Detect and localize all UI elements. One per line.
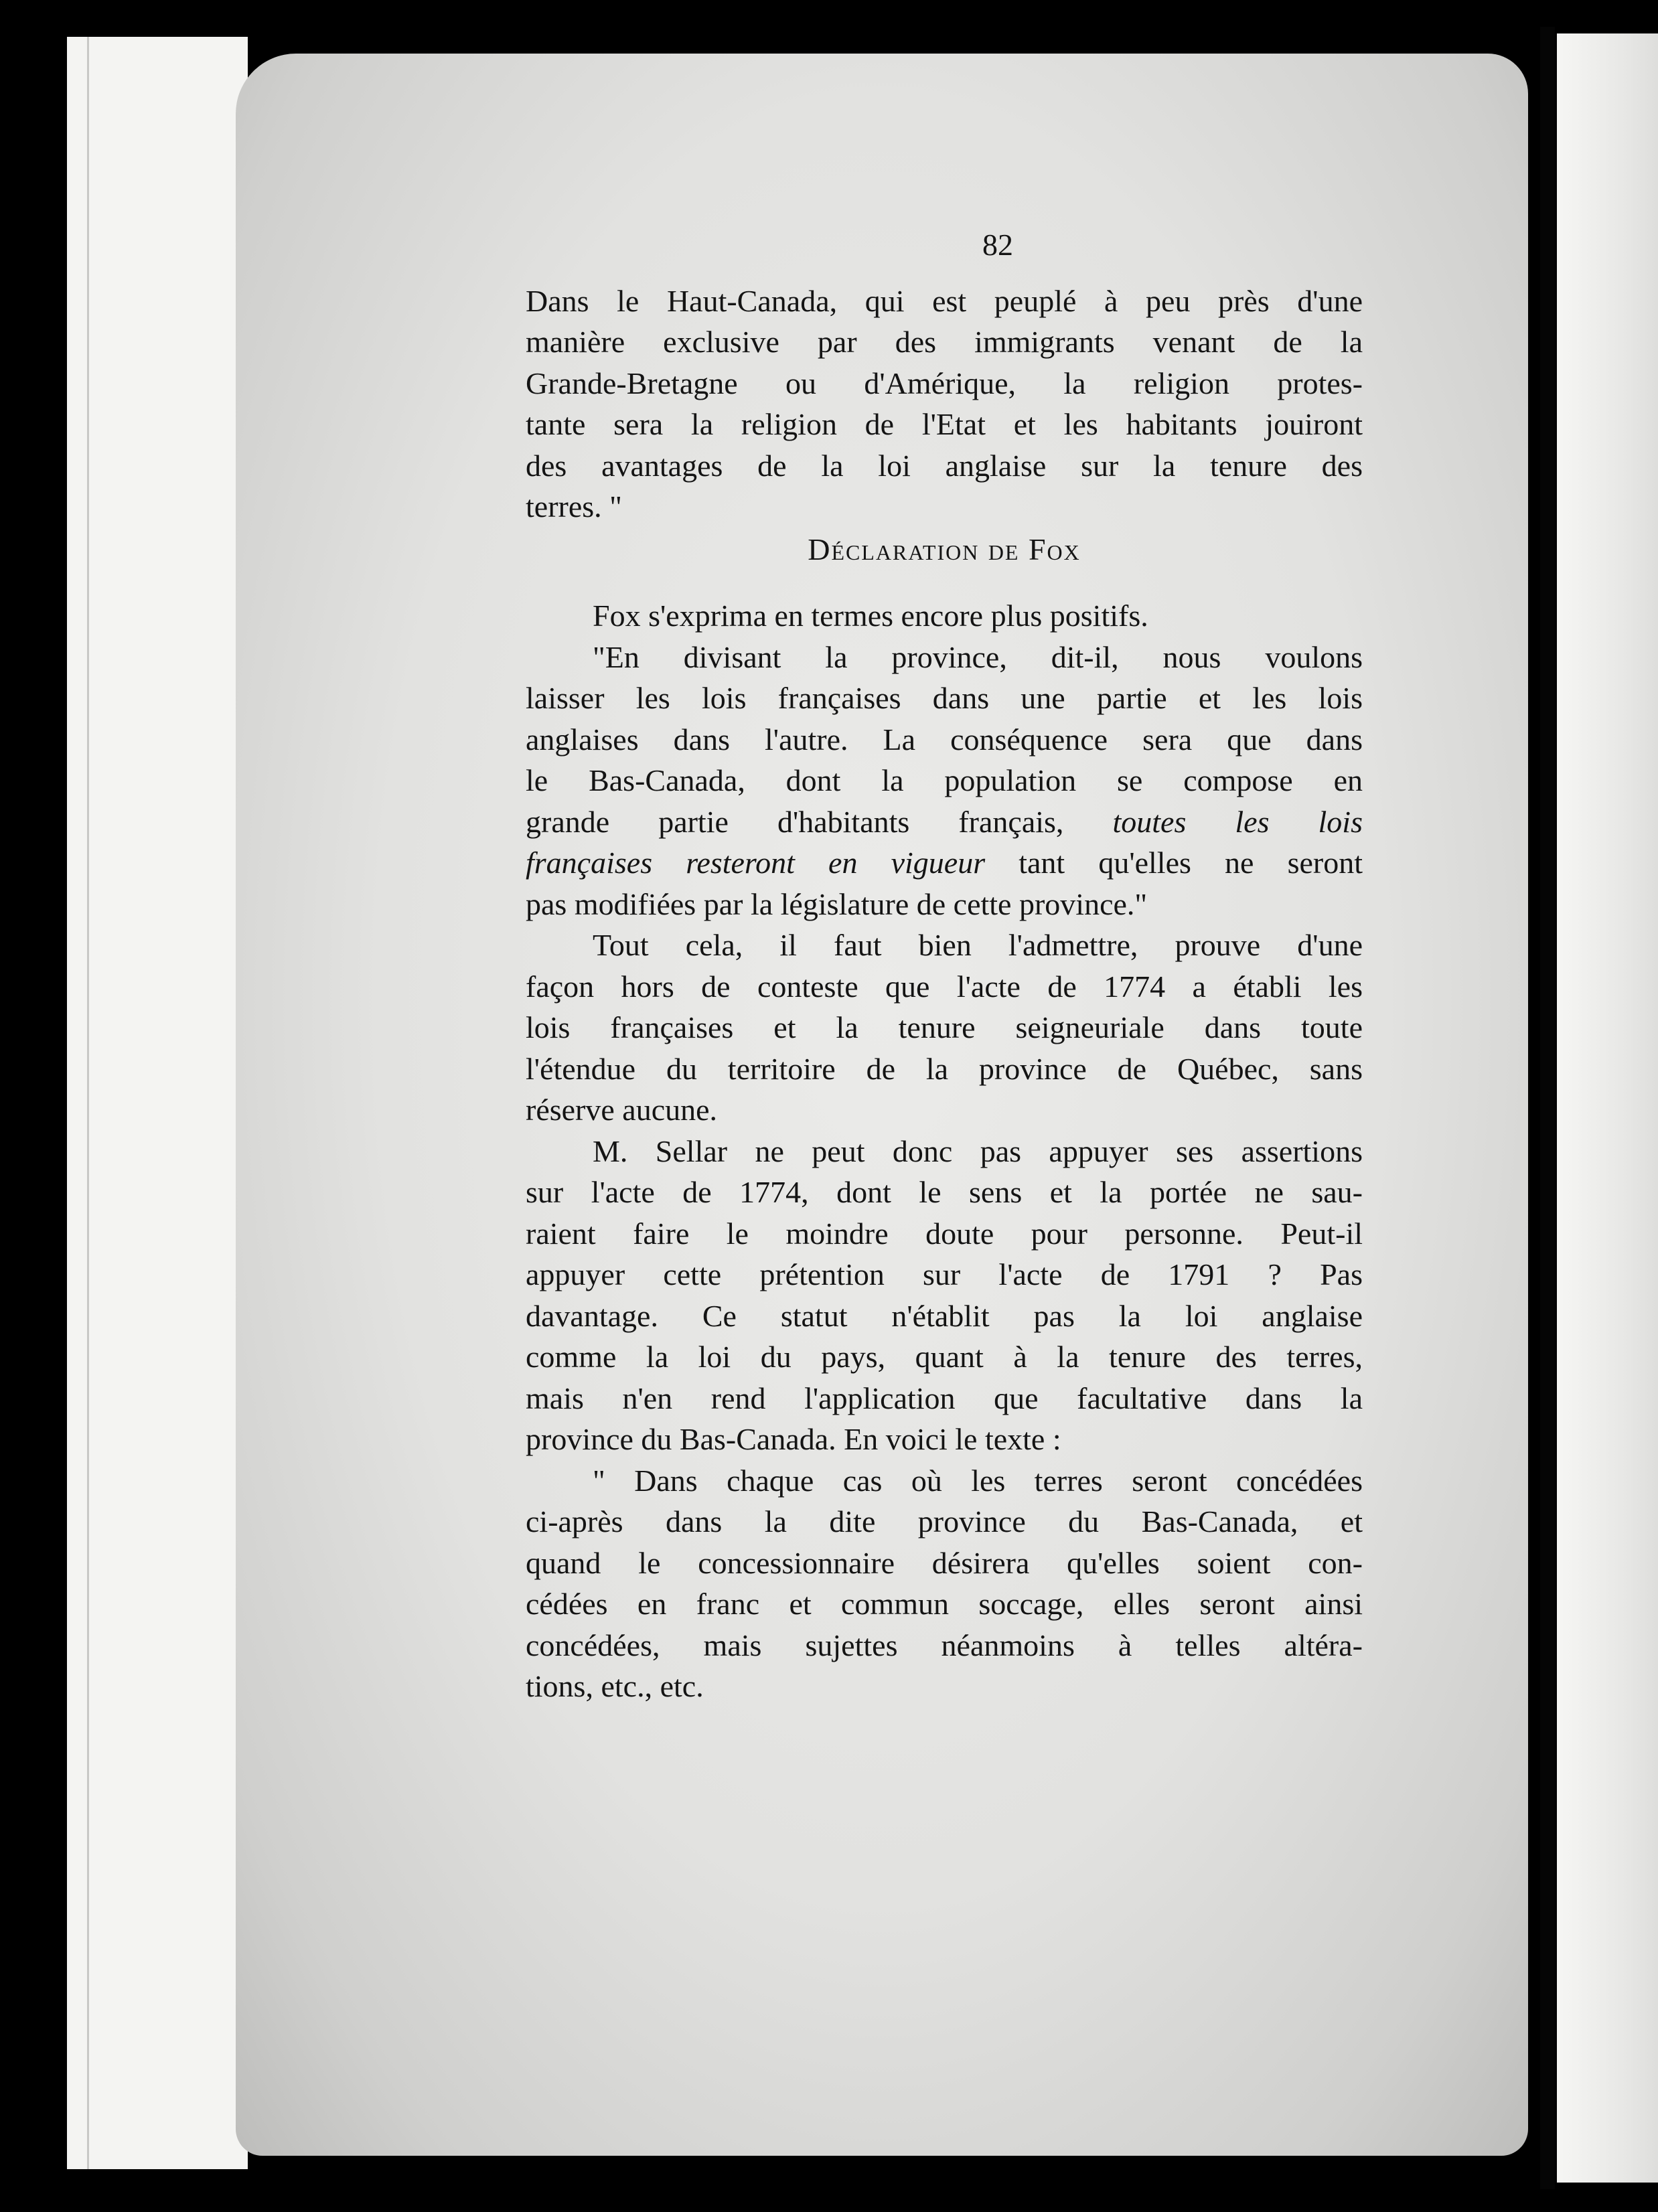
- page-text: [526, 224, 1363, 1707]
- text-line: Grande-Bretagne ou d'Amérique, la religion protes-: [526, 366, 1363, 400]
- text-line: tante sera la religion de l'Etat et les habitants jouiront: [526, 407, 1363, 441]
- text-line: davantage. Ce statut n'établit pas la loi anglaise: [526, 1298, 1363, 1333]
- text-fragment: grande partie d'habitants français,: [526, 804, 1064, 839]
- text-line: Dans le Haut-Canada, qui est peuplé à peu près d'une: [526, 283, 1363, 318]
- text-line: pas modifiées par la législature de cette province.": [526, 886, 1148, 921]
- text-line: sur l'acte de 1774, dont le sens et la portée ne sau-: [526, 1175, 1363, 1209]
- text-fragment: tant qu'elles ne seront: [1019, 846, 1363, 880]
- text-line: appuyer cette prétention sur l'acte de 1791 ? Pas: [526, 1257, 1363, 1291]
- text-line: "En divisant la province, dit-il, nous voulons: [593, 639, 1363, 674]
- italic-fragment: françaises resteront en vigueur: [526, 846, 986, 880]
- text-line: l'étendue du territoire de la province de Québec, sans: [526, 1051, 1363, 1086]
- paragraph-statute-quote: [526, 1460, 1363, 1707]
- text-line: façon hors de conteste que l'acte de 1774 a établi les: [526, 969, 1363, 1004]
- italic-fragment: toutes les lois: [1112, 804, 1363, 839]
- text-line: raient faire le moindre doute pour personne. Peut-il: [526, 1216, 1363, 1251]
- page-number: 82: [982, 228, 1013, 262]
- text-line: ci-après dans la dite province du Bas-Canada, et: [526, 1504, 1363, 1538]
- text-line: lois françaises et la tenure seigneuriale dans toute: [526, 1010, 1363, 1044]
- text-line: " Dans chaque cas où les terres seront concédées: [593, 1463, 1363, 1498]
- paragraph-fox-intro: [526, 595, 1363, 637]
- text-line: manière exclusive par des immigrants venant de la: [526, 325, 1363, 359]
- paragraph-sellar: [526, 1131, 1363, 1460]
- section-heading: Déclaration de Fox: [808, 532, 1081, 566]
- text-line: M. Sellar ne peut donc pas appuyer ses assertions: [593, 1133, 1363, 1168]
- text-line: tions, etc., etc.: [526, 1669, 704, 1703]
- text-line: des avantages de la loi anglaise sur la tenure des: [526, 448, 1363, 483]
- next-page-edge: [1557, 33, 1658, 2183]
- text-line: terres. ": [526, 489, 622, 524]
- text-line: anglaises dans l'autre. La conséquence sera que dans: [526, 722, 1363, 757]
- text-line: mais n'en rend l'application que facultative dans la: [526, 1380, 1363, 1415]
- text-line: concédées, mais sujettes néanmoins à telles altéra-: [526, 1628, 1363, 1662]
- text-line: [526, 842, 1363, 884]
- paragraph-fox-quote: [526, 637, 1363, 925]
- text-line: Tout cela, il faut bien l'admettre, prouve d'une: [593, 928, 1363, 962]
- text-line: comme la loi du pays, quant à la tenure des terres,: [526, 1340, 1363, 1374]
- text-line: [526, 801, 1363, 843]
- text-line: quand le concessionnaire désirera qu'elles soient con-: [526, 1545, 1363, 1580]
- text-line: Fox s'exprima en termes encore plus positifs.: [593, 599, 1148, 633]
- book-gutter: [1540, 27, 1555, 2189]
- text-line: réserve aucune.: [526, 1093, 718, 1127]
- text-line: cédées en franc et commun soccage, elles seront ainsi: [526, 1587, 1363, 1621]
- text-line: province du Bas-Canada. En voici le texte :: [526, 1422, 1061, 1456]
- paragraph-intro: [526, 281, 1363, 528]
- previous-page-edge: [67, 37, 248, 2169]
- page-edge-line: [87, 37, 89, 2169]
- paragraph-conclusion: [526, 925, 1363, 1131]
- text-line: le Bas-Canada, dont la population se compose en: [526, 763, 1363, 797]
- text-line: laisser les lois françaises dans une partie et les lois: [526, 681, 1363, 715]
